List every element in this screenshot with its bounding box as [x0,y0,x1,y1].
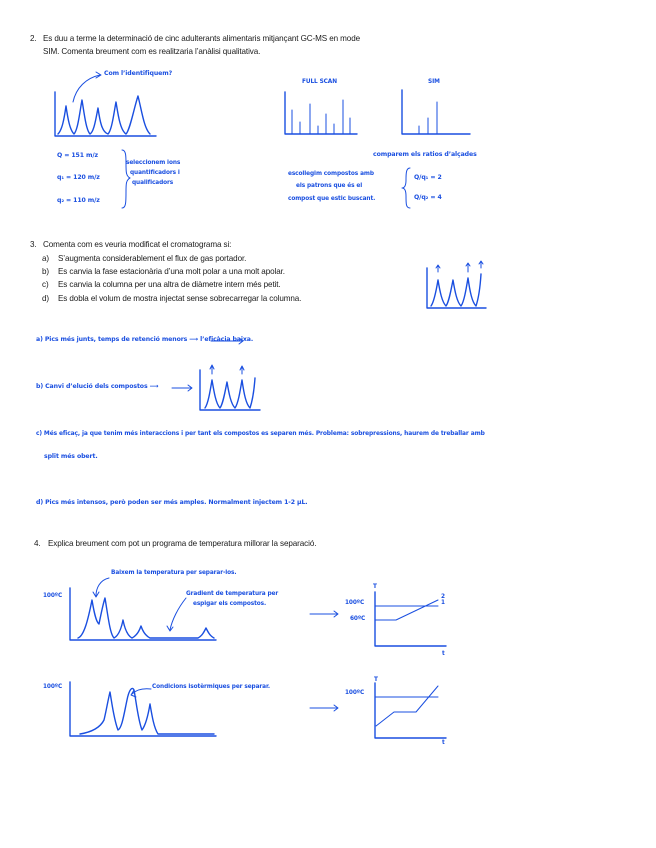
q4-graph1-line2: 2 [441,594,445,600]
q2-text-line1: Es duu a terme la determinació de cinc adulterants alimentaris mitjançant GC-MS en mode [43,34,360,43]
q2-number: 2. [30,34,37,43]
q4-top-temp: 100ºC [43,593,63,599]
q4-bottom-chromatogram [70,682,216,736]
q2-select-ions-2: quantificadors i [130,170,180,176]
q4-graph2-axis-T: T [374,677,378,683]
q4-number: 4. [34,539,41,548]
q4-lower-temp-note: Baixem la temperatura per separar-los. [111,570,237,576]
q4-top-chromatogram [70,578,216,640]
q2-q2-mz: q₂ = 110 m/z [57,197,100,204]
q2-compare-ratios: comparem els ratios d’alçades [373,151,477,158]
q2-braces [122,150,410,208]
q4-arrow-2 [310,705,338,711]
q3-number: 3. [30,240,37,249]
q3-item-b-text: Es canvia la fase estacionària d’una molt polar a una molt apolar. [58,267,285,276]
q2-choose-3: compost que estic buscant. [288,196,376,202]
q3-answer-c-line2: split més obert. [44,453,98,460]
q2-select-ions-3: qualificadors [132,180,174,186]
q2-full-scan-label: FULL SCAN [302,79,337,85]
q3-item-a-text: S’augmenta considerablement el flux de gas portador. [58,254,247,263]
q4-prompt: Explica breument com pot un programa de temperatura millorar la separació. [48,539,317,548]
q4-ramp-note-2: espigar els compostos. [193,601,267,607]
q2-ratio-2: Q/q₂ = 4 [414,194,442,201]
q3-item-d-text: Es dobla el volum de mostra injectat sense sobrecarregar la columna. [58,294,302,303]
q3-answer-a: a) Pics més junts, temps de retenció menors ⟶ l’eficàcia baixa. [36,336,254,343]
q2-q-mz: Q = 151 m/z [57,152,99,159]
q4-temperature-graph-1 [375,592,446,646]
q3-answer-a-arrow [211,338,243,344]
q2-how-identify: Com l’identifiquem? [104,70,173,77]
q2-select-ions-1: seleccionem ions [126,160,181,166]
q2-choose-2: els patrons que és el [296,183,363,189]
q4-graph1-100: 100ºC [345,600,365,606]
q4-graph1-60: 60ºC [350,616,366,622]
q2-chromatogram-sketch [55,72,156,136]
q3-prompt: Comenta com es veuria modificat el cromatograma si: [43,240,232,249]
q4-arrow-1 [310,611,338,617]
q4-ramp-note-1: Gradient de temperatura per [186,591,279,597]
q4-bottom-temp: 100ºC [43,684,63,690]
q3-item-c-letter: c) [42,280,49,289]
q2-text-line2: SIM. Comenta breument com es realitzaria l’anàlisi qualitativa. [43,47,261,56]
q4-graph2-axis-t: t [442,740,445,746]
q3-item-b-letter: b) [42,267,49,276]
q4-graph1-axis-t: t [442,651,445,657]
q2-full-scan-spectrum [285,92,357,134]
q4-graph2-100: 100ºC [345,690,365,696]
q3-item-d-letter: d) [42,294,49,303]
q2-sim-label: SIM [428,79,440,85]
q2-choose-1: escollegim compostos amb [288,171,374,177]
q3-item-a-letter: a) [42,254,49,263]
q2-ratio-1: Q/q₁ = 2 [414,174,442,181]
q4-isothermal-note: Condicions isotèrmiques per separar. [152,684,270,690]
q3-chromatogram-sketch [427,261,486,308]
q4-graph1-axis-T: T [373,584,377,590]
q3-answer-b: b) Canvi d’elució dels compostos ⟶ [36,383,159,390]
q2-sim-spectrum [402,90,470,134]
q3-item-c-text: Es canvia la columna per una altra de diàmetre intern més petit. [58,280,281,289]
q3-answer-b-sketch [172,365,260,410]
q2-q1-mz: q₁ = 120 m/z [57,174,100,181]
q3-answer-d: d) Pics més intensos, però poden ser més amples. Normalment injectem 1-2 µL. [36,499,308,506]
q4-temperature-graph-2 [375,683,446,738]
q3-answer-c-line1: c) Més eficaç, ja que tenim més interaccions i per tant els compostos es separen més. Problema: sobrepressions, haurem de treballar amb [36,431,485,437]
q4-graph1-line1: 1 [441,600,445,606]
